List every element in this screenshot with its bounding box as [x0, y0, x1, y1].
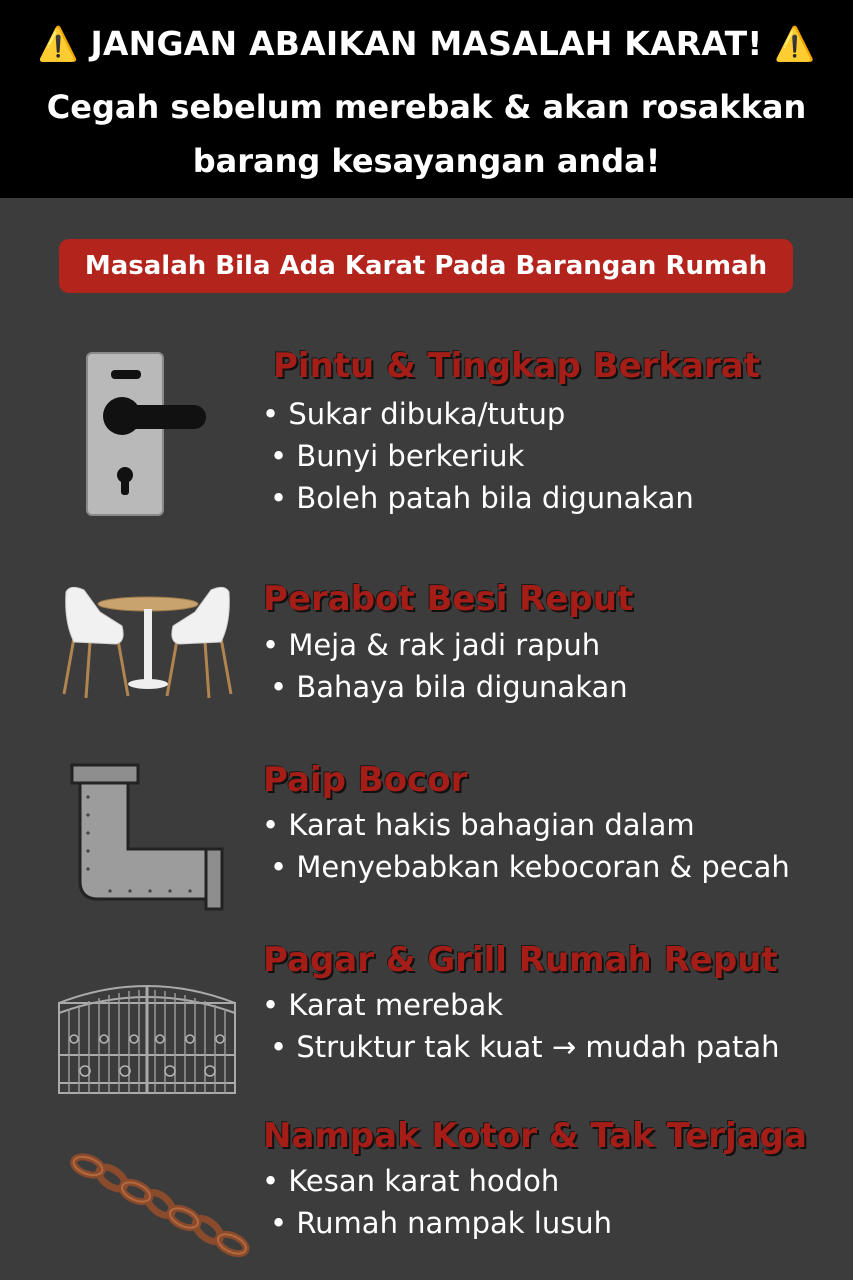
item-title: Perabot Besi Reput [263, 579, 634, 619]
warning-icon: ⚠️ [774, 24, 816, 63]
item-title: Pintu & Tingkap Berkarat [273, 346, 760, 386]
item-bullet: • Meja & rak jadi rapuh [262, 628, 601, 662]
item-title: Paip Bocor [263, 760, 468, 800]
header-title: JANGAN ABAIKAN MASALAH KARAT! [90, 24, 763, 63]
item-bullet: • Bunyi berkeriuk [270, 439, 525, 473]
section-label: Masalah Bila Ada Karat Pada Barangan Rumah [59, 239, 793, 293]
item-title: Nampak Kotor & Tak Terjaga [263, 1116, 807, 1156]
item-bullet: • Boleh patah bila digunakan [270, 481, 694, 515]
item-bullet: • Rumah nampak lusuh [270, 1206, 613, 1240]
item-bullet: • Struktur tak kuat → mudah patah [270, 1030, 780, 1064]
header-banner [0, 0, 853, 198]
item-bullet: • Menyebabkan kebocoran & pecah [270, 850, 790, 884]
header-line-2: Cegah sebelum merebak & akan rosakkan [46, 88, 807, 126]
header-line-3: barang kesayangan anda! [192, 142, 661, 180]
door-handle-icon [84, 350, 214, 520]
header-line-1 [0, 24, 853, 64]
header-subtitle [0, 80, 853, 188]
item-bullet: • Bahaya bila digunakan [270, 670, 628, 704]
table-chairs-icon [60, 582, 235, 702]
warning-icon: ⚠️ [37, 24, 79, 63]
item-title: Pagar & Grill Rumah Reput [263, 940, 778, 980]
item-bullet: • Karat merebak [262, 988, 504, 1022]
item-bullet: • Kesan karat hodoh [262, 1164, 560, 1198]
item-bullet: • Karat hakis bahagian dalam [262, 808, 695, 842]
gate-icon [55, 973, 240, 1098]
item-bullet: • Sukar dibuka/tutup [262, 397, 566, 431]
pipe-icon [70, 763, 225, 913]
rusty-chain-icon [70, 1152, 255, 1264]
